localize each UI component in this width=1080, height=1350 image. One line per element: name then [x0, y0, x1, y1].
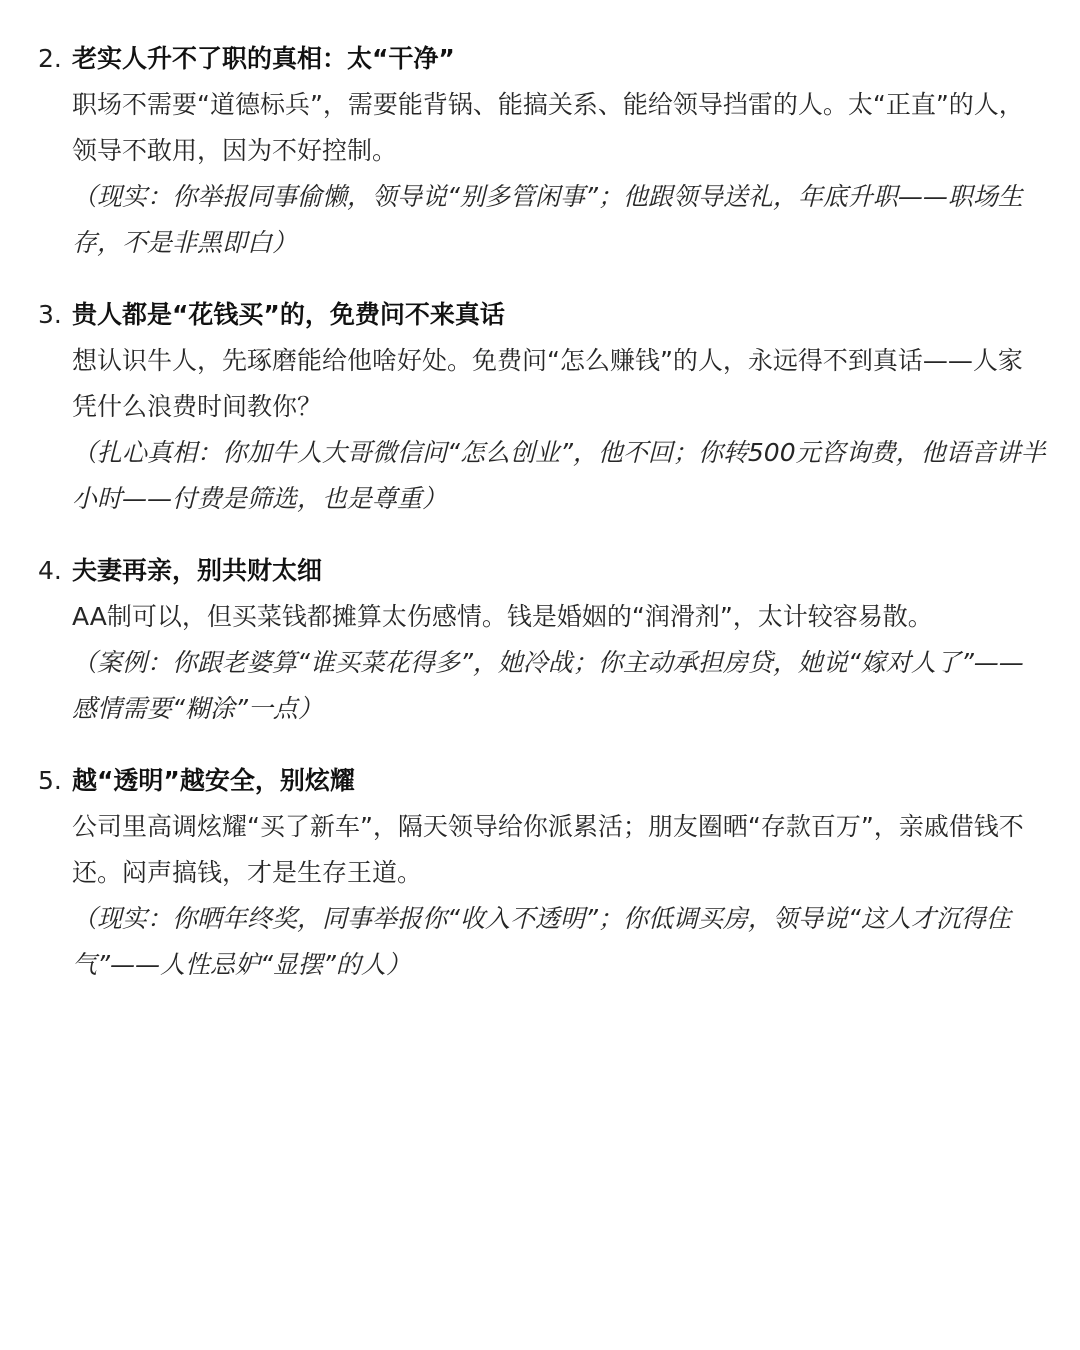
item-text: 职场不需要“道德标兵”，需要能背锅、能搞关系、能给领导挡雷的人。太“正直”的人，领导不敢用，因为不好控制。 — [72, 90, 1024, 165]
list-item-5 — [0, 758, 1080, 988]
item-number: 3. — [38, 300, 62, 329]
item-body — [72, 548, 1047, 732]
item-note: （现实：你晒年终奖，同事举报你“收入不透明”；你低调买房，领导说“这人才沉得住气”——人性忌妒“显摆”的人） — [72, 904, 1011, 979]
item-text: 公司里高调炫耀“买了新车”，隔天领导给你派累活；朋友圈晒“存款百万”，亲戚借钱不还。闷声搞钱，才是生存王道。 — [72, 812, 1024, 887]
item-note: （扎心真相：你加牛人大哥微信问“怎么创业”，他不回；你转500元咨询费，他语音讲半小时——付费是筛选，也是尊重） — [72, 438, 1046, 513]
item-number: 5. — [38, 766, 62, 795]
item-title: 越“透明”越安全，别炫耀 — [72, 766, 355, 795]
list-item-4 — [0, 548, 1080, 732]
list-item-2 — [0, 36, 1080, 266]
item-text: 想认识牛人，先琢磨能给他啥好处。免费问“怎么赚钱”的人，永远得不到真话——人家凭什么浪费时间教你？ — [72, 346, 1023, 421]
item-body — [72, 758, 1047, 988]
item-number: 2. — [38, 44, 62, 73]
item-body — [72, 36, 1047, 266]
item-title: 老实人升不了职的真相：太“干净” — [72, 44, 455, 73]
list-item-3 — [0, 292, 1080, 522]
item-title: 夫妻再亲，别共财太细 — [72, 556, 323, 585]
item-title: 贵人都是“花钱买”的，免费问不来真话 — [72, 300, 505, 329]
item-number: 4. — [38, 556, 62, 585]
item-text: AA制可以，但买菜钱都摊算太伤感情。钱是婚姻的“润滑剂”，太计较容易散。 — [72, 602, 933, 631]
item-note: （案例：你跟老婆算“谁买菜花得多”，她冷战；你主动承担房贷，她说“嫁对人了”——感情需要“糊涂”一点） — [72, 648, 1024, 723]
item-note: （现实：你举报同事偷懒，领导说“别多管闲事”；他跟领导送礼，年底升职——职场生存，不是非黑即白） — [72, 182, 1023, 257]
item-body — [72, 292, 1047, 522]
article-list — [0, 36, 1080, 1014]
